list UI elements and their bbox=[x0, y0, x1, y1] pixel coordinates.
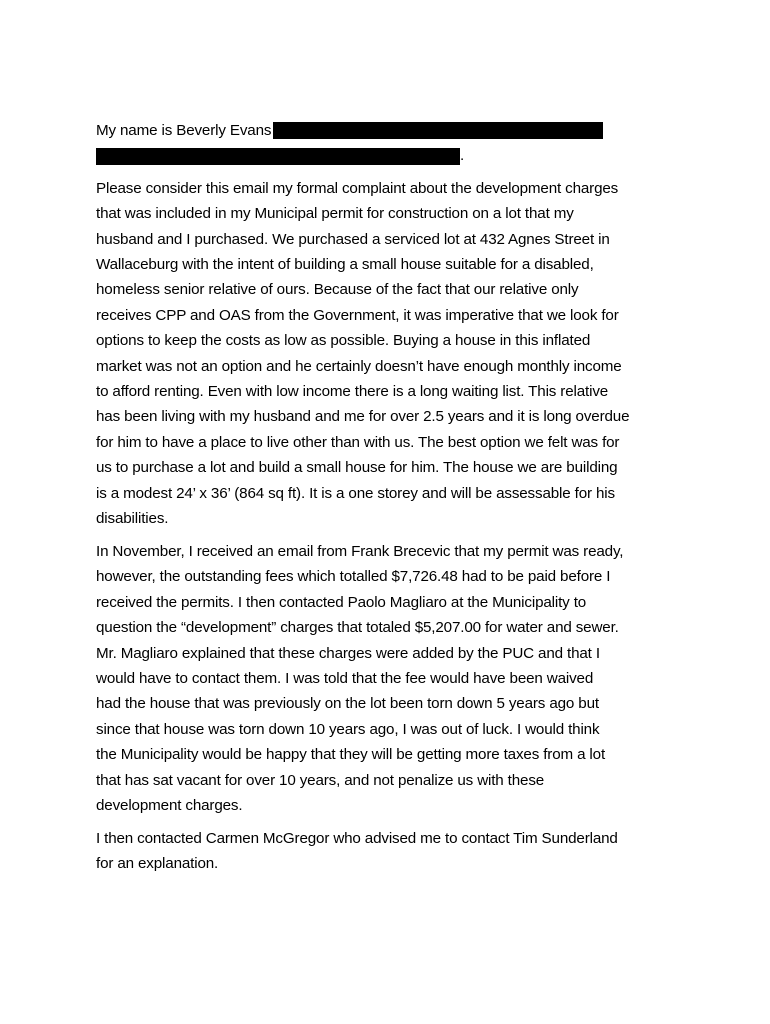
intro-line-1 bbox=[96, 118, 696, 143]
text-line: that was included in my Municipal permit for construction on a lot that my bbox=[96, 205, 574, 223]
paragraph bbox=[96, 176, 696, 532]
paragraph bbox=[96, 826, 696, 877]
text-line: options to keep the costs as low as possible. Buying a house in this inflated bbox=[96, 332, 591, 350]
text-line: husband and I purchased. We purchased a serviced lot at 432 Agnes Street in bbox=[96, 230, 610, 248]
text-line: question the “development” charges that totaled $5,207.00 for water and sewer. bbox=[96, 619, 619, 637]
text-line: would have to contact them. I was told that the fee would have been waived bbox=[96, 670, 594, 687]
text-line: received the permits. I then contacted Paolo Magliaro at the Municipality to bbox=[96, 593, 587, 611]
intro-line-2 bbox=[96, 143, 696, 168]
text-line: that has sat vacant for over 10 years, and not penalize us with these bbox=[96, 771, 545, 789]
text-line: for him to have a place to live other than with us. The best option we felt was for bbox=[96, 433, 620, 451]
text-line: disabilities. bbox=[96, 510, 169, 528]
redaction-bar bbox=[96, 148, 460, 165]
text-line: homeless senior relative of ours. Because of the fact that our relative only bbox=[96, 281, 579, 299]
text-line: for an explanation. bbox=[96, 855, 219, 873]
text-line: development charges. bbox=[96, 797, 243, 815]
text-line: market was not an option and he certainly doesn’t have enough monthly income bbox=[96, 357, 622, 375]
text-line: however, the outstanding fees which totalled $7,726.48 had to be paid before I bbox=[96, 568, 611, 586]
text-line: Wallaceburg with the intent of building a small house suitable for a disabled, bbox=[96, 256, 594, 273]
redaction-bar bbox=[273, 122, 603, 139]
text-line: since that house was torn down 10 years ago, I was out of luck. I would think bbox=[96, 720, 600, 738]
text-line: us to purchase a lot and build a small house for him. The house we are building bbox=[96, 459, 618, 477]
text-line: has been living with my husband and me for over 2.5 years and it is long overdue bbox=[96, 408, 630, 426]
intro-name-text: My name is Beverly Evans bbox=[96, 122, 272, 139]
letter-body bbox=[96, 118, 696, 877]
text-line: had the house that was previously on the lot been torn down 5 years ago but bbox=[96, 695, 599, 713]
text-line: Mr. Magliaro explained that these charges were added by the PUC and that I bbox=[96, 644, 600, 662]
intro-end-punct: . bbox=[460, 147, 465, 165]
text-line: In November, I received an email from Frank Brecevic that my permit was ready, bbox=[96, 542, 624, 560]
text-line: to afford renting. Even with low income there is a long waiting list. This relative bbox=[96, 383, 609, 401]
text-line: Please consider this email my formal complaint about the development charges bbox=[96, 179, 619, 197]
text-line: the Municipality would be happy that they will be getting more taxes from a lot bbox=[96, 746, 606, 764]
text-line: receives CPP and OAS from the Government, it was imperative that we look for bbox=[96, 306, 619, 324]
text-line: is a modest 24’ x 36’ (864 sq ft). It is a one storey and will be assessable for his bbox=[96, 484, 615, 502]
paragraph bbox=[96, 539, 696, 818]
text-line: I then contacted Carmen McGregor who advised me to contact Tim Sunderland bbox=[96, 829, 618, 847]
